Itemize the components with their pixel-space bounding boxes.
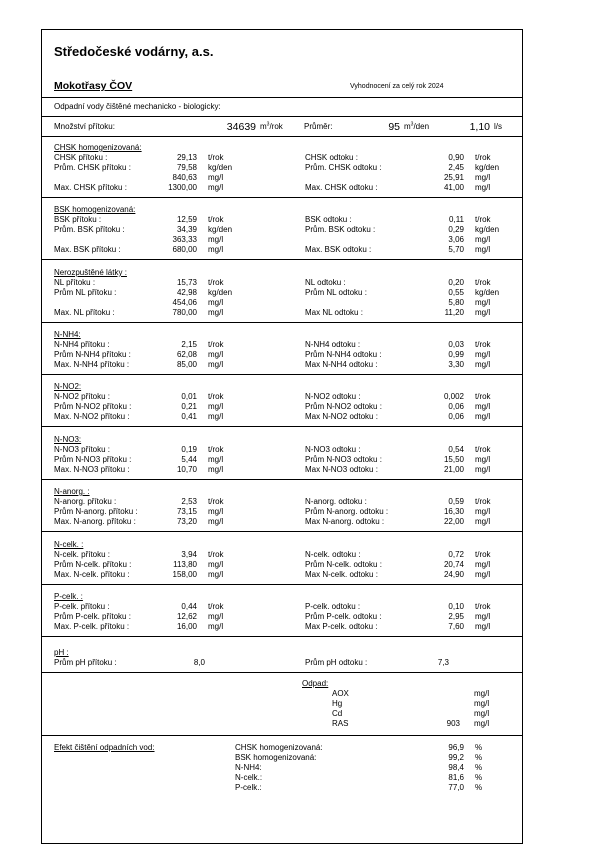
efficiency-param-value: 77,0 <box>448 783 464 792</box>
inflow-param-value: 73,20 <box>176 517 197 526</box>
inflow-unit <box>260 122 283 132</box>
inflow-param-value: 1300,00 <box>168 183 197 192</box>
inflow-param-value: 113,80 <box>173 560 197 569</box>
inflow-param-label: Prům. BSK přítoku : <box>54 225 125 234</box>
sludge-param-label: AOX <box>332 689 349 698</box>
outflow-param-value: 0,59 <box>448 497 464 506</box>
inflow-param-label: Prům N-NH4 přítoku : <box>54 350 131 359</box>
outflow-param-value: 15,50 <box>443 455 464 464</box>
outflow-param-unit: mg/l <box>475 412 491 421</box>
inflow-param-unit: mg/l <box>208 412 224 421</box>
outflow-param-unit: mg/l <box>475 402 491 411</box>
outflow-param-unit: mg/l <box>475 612 491 621</box>
efficiency-param-label: P-celk.: <box>235 783 262 792</box>
inflow-param-label: Prům. CHSK přítoku : <box>54 163 131 172</box>
sludge-param-unit: mg/l <box>474 709 490 718</box>
inflow-average-ls-unit: l/s <box>494 122 502 131</box>
sludge-param-label: Hg <box>332 699 343 708</box>
outflow-param-value: 3,30 <box>448 360 464 369</box>
outflow-param-label: N-anorg. odtoku : <box>305 497 367 506</box>
inflow-param-unit: mg/l <box>208 402 224 411</box>
inflow-param-label: N-NO2 přítoku : <box>54 392 111 401</box>
inflow-param-unit: mg/l <box>208 245 224 254</box>
outflow-param-value: 24,90 <box>443 570 464 579</box>
inflow-param-label: N-anorg. přítoku : <box>54 497 117 506</box>
inflow-param-unit: t/rok <box>208 215 224 224</box>
company-name: Středočeské vodárny, a.s. <box>54 44 214 59</box>
efficiency-param-value: 98,4 <box>448 763 464 772</box>
inflow-param-unit: mg/l <box>208 173 224 182</box>
unit-suffix: /den <box>413 122 430 131</box>
ph-divider <box>42 672 522 673</box>
unit-base: m <box>260 122 267 131</box>
outflow-param-value: 7,60 <box>448 622 464 631</box>
outflow-param-label: Max P-celk. odtoku : <box>305 622 378 631</box>
outflow-param-label: Prům N-NO2 odtoku : <box>305 402 382 411</box>
section-divider <box>42 636 522 637</box>
section-title: N-NO2: <box>54 382 82 391</box>
outflow-param-label: N-celk. odtoku : <box>305 550 361 559</box>
outflow-param-value: 0,11 <box>449 215 464 224</box>
outflow-param-unit: mg/l <box>475 360 491 369</box>
outflow-param-unit: t/rok <box>475 153 491 162</box>
inflow-average-label: Průměr: <box>304 122 333 131</box>
inflow-param-value: 5,44 <box>181 455 197 464</box>
inflow-param-value: 780,00 <box>172 308 197 317</box>
outflow-param-label: Prům P-celk. odtoku : <box>305 612 382 621</box>
inflow-param-unit: mg/l <box>208 570 224 579</box>
outflow-param-value: 0,90 <box>448 153 464 162</box>
inflow-average-unit <box>404 122 429 132</box>
inflow-param-label: CHSK přítoku : <box>54 153 108 162</box>
unit-exponent: 3 <box>266 121 270 128</box>
outflow-param-value: 5,70 <box>448 245 464 254</box>
inflow-param-value: 85,00 <box>176 360 197 369</box>
inflow-param-label: Max. N-anorg. přítoku : <box>54 517 136 526</box>
inflow-param-unit: mg/l <box>208 360 224 369</box>
inflow-param-unit: t/rok <box>208 445 224 454</box>
sludge-param-unit: mg/l <box>474 719 490 728</box>
outflow-param-label: Max N-anorg. odtoku : <box>305 517 385 526</box>
sludge-param-label: RAS <box>332 719 349 728</box>
outflow-param-unit: mg/l <box>475 455 491 464</box>
outflow-param-unit: mg/l <box>475 308 491 317</box>
header-divider <box>42 97 522 98</box>
inflow-param-unit: kg/den <box>208 288 233 297</box>
outflow-param-value: 16,30 <box>443 507 464 516</box>
inflow-param-unit: t/rok <box>208 278 224 287</box>
inflow-param-unit: mg/l <box>208 560 224 569</box>
inflow-param-unit: kg/den <box>208 163 233 172</box>
outflow-param-value: 0,10 <box>448 602 464 611</box>
outflow-param-label: Max N-NH4 odtoku : <box>305 360 378 369</box>
inflow-param-label: BSK přítoku : <box>54 215 102 224</box>
efficiency-param-label: N-celk.: <box>235 773 263 782</box>
outflow-param-label: N-NH4 odtoku : <box>305 340 361 349</box>
efficiency-param-value: 96,9 <box>448 743 464 752</box>
inflow-param-unit: t/rok <box>208 497 224 506</box>
section-title: N-NO3: <box>54 435 82 444</box>
outflow-param-value: 3,06 <box>448 235 464 244</box>
inflow-divider-bottom <box>42 136 522 137</box>
outflow-param-unit: kg/den <box>475 288 500 297</box>
inflow-value: 34639 <box>226 121 256 133</box>
sludge-divider <box>42 735 522 736</box>
section-divider <box>42 531 522 532</box>
inflow-param-value: 79,58 <box>176 163 197 172</box>
inflow-param-unit: mg/l <box>208 350 224 359</box>
inflow-param-value: 0,01 <box>181 392 197 401</box>
inflow-param-label: Max. N-celk. přítoku : <box>54 570 130 579</box>
outflow-param-unit: t/rok <box>475 392 491 401</box>
efficiency-title: Efekt čištění odpadních vod: <box>54 743 155 752</box>
inflow-param-value: 840,63 <box>172 173 197 182</box>
inflow-param-value: 12,59 <box>176 215 197 224</box>
outflow-param-unit: mg/l <box>475 350 491 359</box>
inflow-param-value: 680,00 <box>172 245 197 254</box>
ph-outflow-label: Prům pH odtoku : <box>305 658 368 667</box>
outflow-param-unit: t/rok <box>475 340 491 349</box>
outflow-param-label: Max N-NO2 odtoku : <box>305 412 378 421</box>
inflow-param-value: 62,08 <box>176 350 197 359</box>
unit-exponent: 3 <box>410 121 414 128</box>
inflow-param-label: Max. N-NO3 přítoku : <box>54 465 130 474</box>
outflow-param-value: 0,55 <box>448 288 464 297</box>
outflow-param-unit: t/rok <box>475 497 491 506</box>
efficiency-param-unit: % <box>475 783 483 792</box>
outflow-param-value: 2,45 <box>448 163 464 172</box>
section-title: CHSK homogenizovaná: <box>54 143 142 152</box>
outflow-param-value: 22,00 <box>443 517 464 526</box>
inflow-param-label: Max. BSK přítoku : <box>54 245 121 254</box>
outflow-param-unit: t/rok <box>475 602 491 611</box>
outflow-param-value: 0,03 <box>448 340 464 349</box>
outflow-param-value: 0,29 <box>448 225 464 234</box>
inflow-param-label: N-NH4 přítoku : <box>54 340 110 349</box>
outflow-param-value: 25,91 <box>443 173 464 182</box>
section-divider <box>42 374 522 375</box>
efficiency-param-label: BSK homogenizovaná: <box>235 753 317 762</box>
inflow-param-value: 29,13 <box>176 153 197 162</box>
sludge-param-value: 903 <box>446 719 460 728</box>
sludge-title: Odpad: <box>302 679 329 688</box>
outflow-param-unit: mg/l <box>475 507 491 516</box>
efficiency-param-unit: % <box>475 753 483 762</box>
efficiency-param-label: CHSK homogenizovaná: <box>235 743 323 752</box>
efficiency-param-label: N-NH4: <box>235 763 262 772</box>
section-divider <box>42 479 522 480</box>
outflow-param-label: Prům N-NO3 odtoku : <box>305 455 382 464</box>
evaluation-period: Vyhodnocení za celý rok 2024 <box>350 83 444 90</box>
section-title: Nerozpuštěné látky : <box>54 268 127 277</box>
inflow-param-unit: t/rok <box>208 153 224 162</box>
section-divider <box>42 426 522 427</box>
inflow-param-label: Prům N-NO2 přítoku : <box>54 402 132 411</box>
outflow-param-value: 0,99 <box>448 350 464 359</box>
outflow-param-label: Max. CHSK odtoku : <box>305 183 378 192</box>
section-title: N-celk. : <box>54 540 84 549</box>
inflow-param-unit: mg/l <box>208 235 224 244</box>
outflow-param-label: Prům. CHSK odtoku : <box>305 163 382 172</box>
outflow-param-unit: mg/l <box>475 183 491 192</box>
inflow-param-value: 158,00 <box>172 570 197 579</box>
outflow-param-label: Prům N-anorg. odtoku : <box>305 507 389 516</box>
outflow-param-value: 41,00 <box>443 183 464 192</box>
outflow-param-unit: mg/l <box>475 298 491 307</box>
sludge-param-unit: mg/l <box>474 699 490 708</box>
inflow-divider-top <box>42 116 522 117</box>
outflow-param-unit: kg/den <box>475 225 500 234</box>
outflow-param-label: Max NL odtoku : <box>305 308 363 317</box>
inflow-param-unit: t/rok <box>208 550 224 559</box>
efficiency-param-value: 99,2 <box>448 753 464 762</box>
outflow-param-unit: mg/l <box>475 245 491 254</box>
outflow-param-label: N-NO3 odtoku : <box>305 445 361 454</box>
section-divider <box>42 584 522 585</box>
efficiency-param-value: 81,6 <box>448 773 464 782</box>
wastewater-type: Odpadní vody čištěné mechanicko - biologicky: <box>54 102 221 111</box>
inflow-param-unit: t/rok <box>208 602 224 611</box>
outflow-param-value: 0,72 <box>448 550 464 559</box>
outflow-param-unit: kg/den <box>475 163 500 172</box>
inflow-param-label: Max. NL přítoku : <box>54 308 115 317</box>
section-divider <box>42 259 522 260</box>
section-divider <box>42 322 522 323</box>
inflow-param-value: 3,94 <box>181 550 197 559</box>
inflow-param-value: 454,06 <box>172 298 197 307</box>
inflow-param-label: Max. N-NO2 přítoku : <box>54 412 130 421</box>
inflow-param-value: 73,15 <box>176 507 197 516</box>
inflow-param-value: 16,00 <box>176 622 197 631</box>
inflow-param-label: P-celk. přítoku : <box>54 602 110 611</box>
ph-title: pH : <box>54 648 69 657</box>
outflow-param-value: 0,06 <box>448 412 464 421</box>
inflow-param-value: 0,44 <box>181 602 197 611</box>
inflow-param-label: Max. N-NH4 přítoku : <box>54 360 130 369</box>
section-title: N-NH4: <box>54 330 81 339</box>
inflow-param-value: 363,33 <box>172 235 197 244</box>
outflow-param-unit: t/rok <box>475 445 491 454</box>
inflow-average-value: 95 <box>388 121 400 133</box>
inflow-param-label: Prům NL přítoku : <box>54 288 117 297</box>
outflow-param-unit: mg/l <box>475 622 491 631</box>
inflow-param-value: 10,70 <box>176 465 197 474</box>
outflow-param-unit: mg/l <box>475 560 491 569</box>
ph-outflow-value: 7,3 <box>437 658 449 667</box>
inflow-param-label: Prům P-celk. přítoku : <box>54 612 131 621</box>
outflow-param-value: 0,002 <box>443 392 464 401</box>
inflow-param-label: NL přítoku : <box>54 278 96 287</box>
outflow-param-label: Prům. BSK odtoku : <box>305 225 376 234</box>
inflow-param-unit: mg/l <box>208 308 224 317</box>
outflow-param-unit: t/rok <box>475 215 491 224</box>
outflow-param-unit: mg/l <box>475 570 491 579</box>
section-title: P-celk. : <box>54 592 83 601</box>
outflow-param-unit: mg/l <box>475 173 491 182</box>
outflow-param-unit: t/rok <box>475 278 491 287</box>
inflow-param-unit: mg/l <box>208 517 224 526</box>
ph-inflow-label: Prům pH přítoku : <box>54 658 117 667</box>
report-sheet <box>41 29 523 844</box>
inflow-param-value: 2,53 <box>181 497 197 506</box>
outflow-param-unit: t/rok <box>475 550 491 559</box>
inflow-param-value: 12,62 <box>176 612 197 621</box>
inflow-param-label: N-celk. přítoku : <box>54 550 111 559</box>
inflow-label: Množství přítoku: <box>54 122 115 131</box>
inflow-param-label: Prům N-anorg. přítoku : <box>54 507 138 516</box>
inflow-param-label: Prům N-NO3 přítoku : <box>54 455 132 464</box>
inflow-param-label: N-NO3 přítoku : <box>54 445 111 454</box>
inflow-param-unit: kg/den <box>208 225 233 234</box>
outflow-param-label: CHSK odtoku : <box>305 153 358 162</box>
inflow-param-value: 15,73 <box>176 278 197 287</box>
section-divider <box>42 197 522 198</box>
inflow-param-value: 42,98 <box>176 288 197 297</box>
outflow-param-label: Prům N-celk. odtoku : <box>305 560 382 569</box>
inflow-param-unit: t/rok <box>208 392 224 401</box>
outflow-param-value: 20,74 <box>443 560 464 569</box>
outflow-param-value: 0,20 <box>448 278 464 287</box>
outflow-param-value: 0,06 <box>448 402 464 411</box>
inflow-param-unit: mg/l <box>208 507 224 516</box>
unit-suffix: /rok <box>269 122 283 131</box>
outflow-param-label: BSK odtoku : <box>305 215 352 224</box>
inflow-param-unit: mg/l <box>208 465 224 474</box>
outflow-param-value: 11,20 <box>444 308 464 317</box>
outflow-param-unit: mg/l <box>475 465 491 474</box>
sludge-param-unit: mg/l <box>474 689 490 698</box>
outflow-param-label: N-NO2 odtoku : <box>305 392 361 401</box>
inflow-param-value: 0,41 <box>181 412 197 421</box>
outflow-param-label: Prům N-NH4 odtoku : <box>305 350 382 359</box>
outflow-param-unit: mg/l <box>475 235 491 244</box>
inflow-param-label: Max. CHSK přítoku : <box>54 183 127 192</box>
inflow-param-unit: mg/l <box>208 612 224 621</box>
inflow-param-unit: mg/l <box>208 183 224 192</box>
outflow-param-value: 2,95 <box>448 612 464 621</box>
outflow-param-value: 21,00 <box>443 465 464 474</box>
inflow-param-unit: mg/l <box>208 298 224 307</box>
efficiency-param-unit: % <box>475 743 483 752</box>
inflow-param-unit: t/rok <box>208 340 224 349</box>
outflow-param-label: Max. BSK odtoku : <box>305 245 372 254</box>
inflow-param-label: Max. P-celk. přítoku : <box>54 622 130 631</box>
inflow-param-value: 0,21 <box>181 402 197 411</box>
outflow-param-label: NL odtoku : <box>305 278 346 287</box>
inflow-param-value: 0,19 <box>181 445 197 454</box>
outflow-param-value: 0,54 <box>448 445 464 454</box>
ph-inflow-value: 8,0 <box>193 658 205 667</box>
section-title: BSK homogenizovaná: <box>54 205 136 214</box>
inflow-param-unit: mg/l <box>208 455 224 464</box>
section-title: N-anorg. : <box>54 487 90 496</box>
outflow-param-value: 5,80 <box>448 298 464 307</box>
efficiency-param-unit: % <box>475 763 483 772</box>
outflow-param-label: Max N-celk. odtoku : <box>305 570 378 579</box>
inflow-param-unit: mg/l <box>208 622 224 631</box>
inflow-param-label: Prům N-celk. přítoku : <box>54 560 132 569</box>
outflow-param-label: Prům NL odtoku : <box>305 288 367 297</box>
outflow-param-label: Max N-NO3 odtoku : <box>305 465 378 474</box>
sludge-param-label: Cd <box>332 709 343 718</box>
inflow-param-value: 34,39 <box>176 225 197 234</box>
inflow-param-value: 2,15 <box>181 340 197 349</box>
inflow-average-ls: 1,10 <box>469 121 490 133</box>
unit-base: m <box>404 122 411 131</box>
outflow-param-unit: mg/l <box>475 517 491 526</box>
outflow-param-label: P-celk. odtoku : <box>305 602 361 611</box>
efficiency-param-unit: % <box>475 773 483 782</box>
plant-name: Mokotřasy ČOV <box>54 80 133 92</box>
